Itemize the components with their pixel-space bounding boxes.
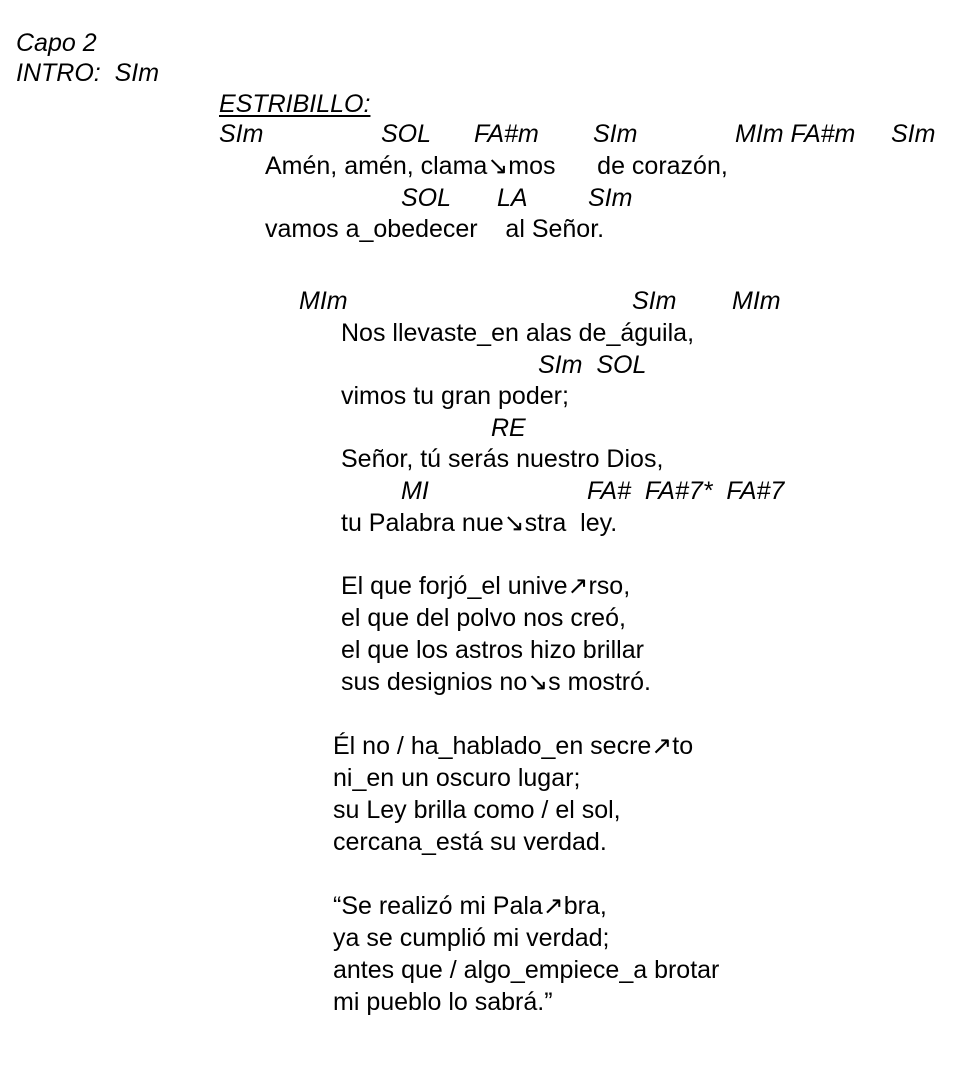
- intro-label: INTRO: SIm: [16, 59, 160, 87]
- verse4-line-4: mi pueblo lo sabrá.”: [333, 988, 553, 1016]
- chord: SIm: [593, 120, 638, 148]
- chord: FA#m: [474, 120, 539, 148]
- verse1-lyric-1: Nos llevaste_en alas de_águila,: [341, 319, 695, 347]
- verse3-line-4: cercana_está su verdad.: [333, 828, 607, 856]
- verse3-line-1: Él no / ha_hablado_en secre↗to: [333, 732, 694, 760]
- verse2-line-2: el que del polvo nos creó,: [341, 604, 626, 632]
- verse4-line-2: ya se cumplió mi verdad;: [333, 924, 610, 952]
- chorus-lyric-2: vamos a_obedecer al Señor.: [265, 215, 605, 243]
- chord: SIm: [219, 120, 264, 148]
- chord: MI: [401, 477, 429, 505]
- chord: FA# FA#7* FA#7: [587, 477, 785, 505]
- chord: SIm SOL: [538, 351, 647, 379]
- verse1-lyric-4: tu Palabra nue↘stra ley.: [341, 509, 618, 537]
- chord: LA: [497, 184, 528, 212]
- verse4-line-3: antes que / algo_empiece_a brotar: [333, 956, 720, 984]
- verse3-line-2: ni_en un oscuro lugar;: [333, 764, 581, 792]
- verse1-lyric-2: vimos tu gran poder;: [341, 382, 569, 410]
- chord: SOL: [401, 184, 452, 212]
- chorus-heading: ESTRIBILLO:: [219, 90, 371, 118]
- chord: MIm: [732, 287, 781, 315]
- capo-label: Capo 2: [16, 29, 97, 57]
- chorus-lyric-1: Amén, amén, clama↘mos de corazón,: [265, 152, 728, 180]
- chord: SIm: [891, 120, 936, 148]
- chord: MIm FA#m: [735, 120, 856, 148]
- verse2-line-3: el que los astros hizo brillar: [341, 636, 644, 664]
- verse3-line-3: su Ley brilla como / el sol,: [333, 796, 621, 824]
- verse1-lyric-3: Señor, tú serás nuestro Dios,: [341, 445, 664, 473]
- verse2-line-4: sus designios no↘s mostró.: [341, 668, 651, 696]
- verse2-line-1: El que forjó_el unive↗rso,: [341, 572, 631, 600]
- chord: SIm: [588, 184, 633, 212]
- chord: SOL: [381, 120, 432, 148]
- chord: MIm: [299, 287, 348, 315]
- chord: RE: [491, 414, 526, 442]
- verse4-line-1: “Se realizó mi Pala↗bra,: [333, 892, 607, 920]
- chord: SIm: [632, 287, 677, 315]
